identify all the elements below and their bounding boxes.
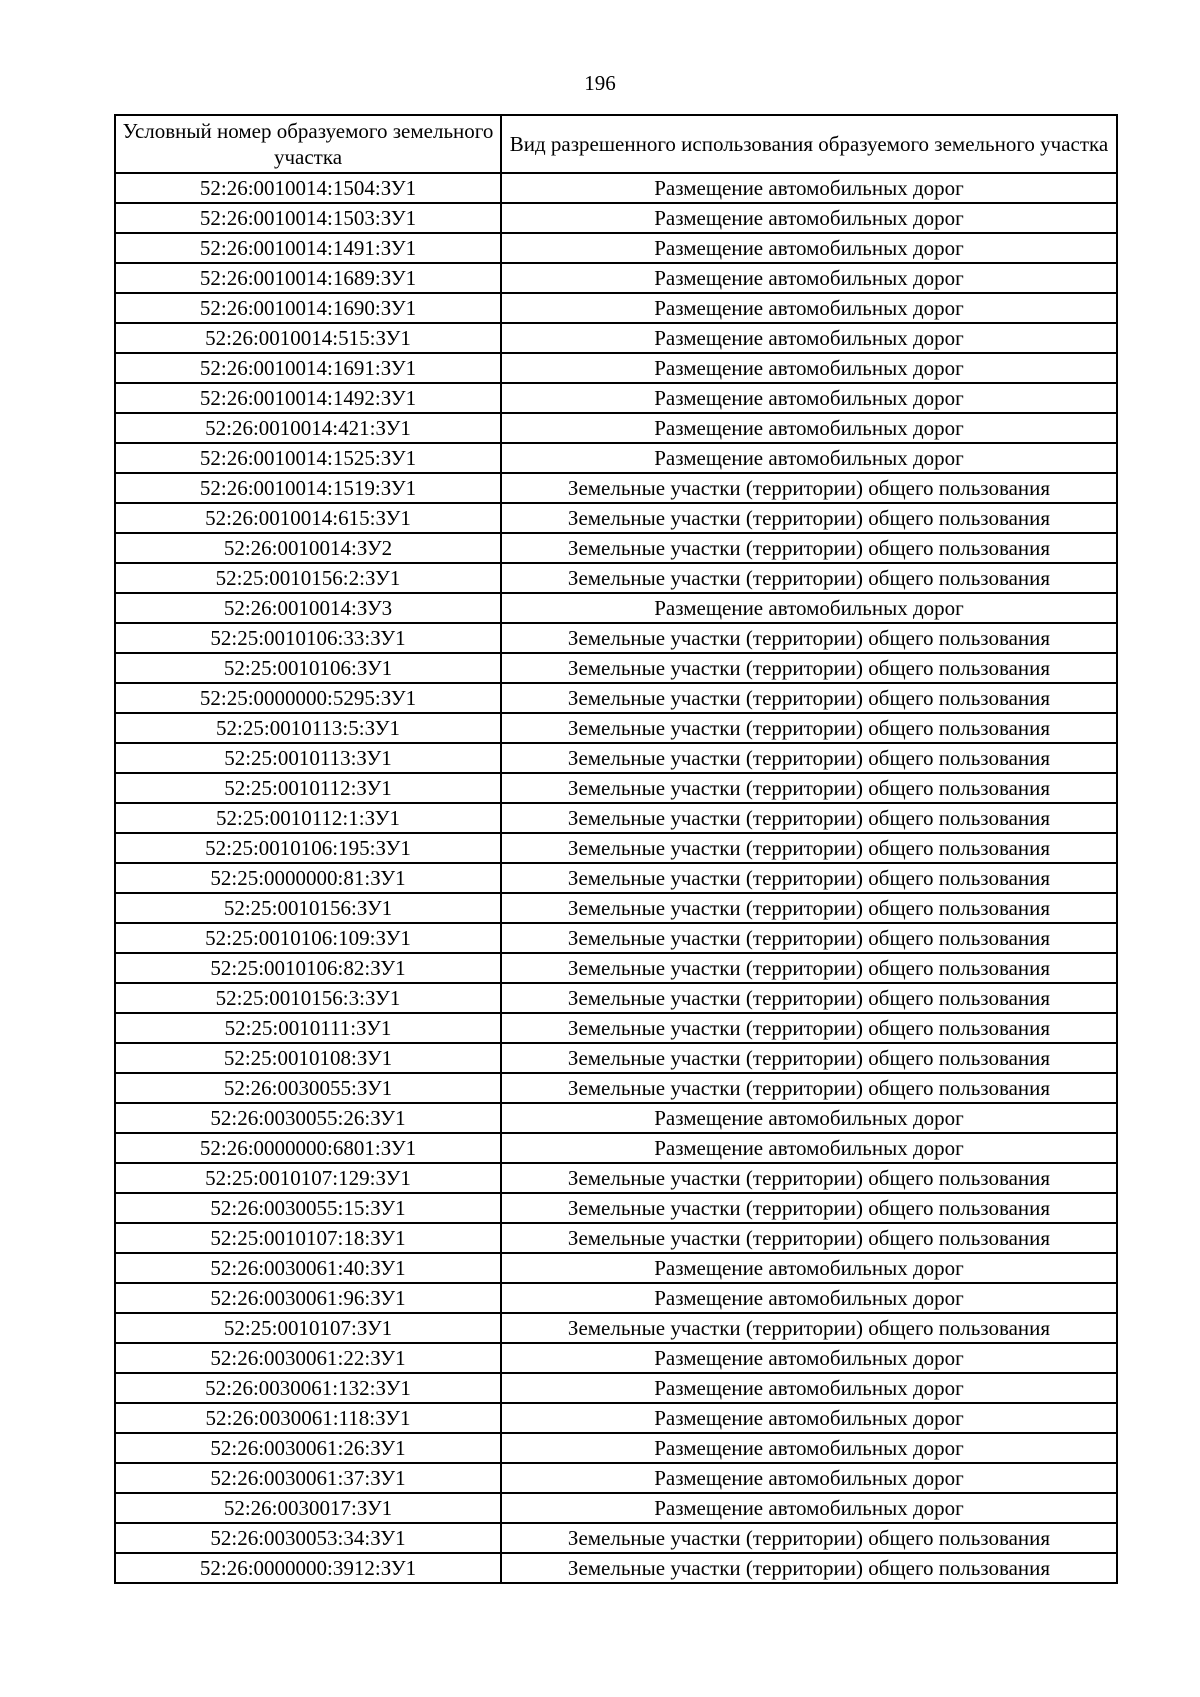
plot-number-cell: 52:26:0030061:132:ЗУ1 — [115, 1373, 501, 1403]
table-row — [115, 1493, 1117, 1523]
plot-number-cell: 52:25:0000000:81:ЗУ1 — [115, 863, 501, 893]
table-row — [115, 653, 1117, 683]
plot-number-cell: 52:25:0010156:2:ЗУ1 — [115, 563, 501, 593]
permitted-use-cell: Размещение автомобильных дорог — [501, 1253, 1117, 1283]
plot-number-cell: 52:26:0030061:118:ЗУ1 — [115, 1403, 501, 1433]
permitted-use-cell: Размещение автомобильных дорог — [501, 1343, 1117, 1373]
table-row — [115, 683, 1117, 713]
table-row — [115, 833, 1117, 863]
permitted-use-cell: Земельные участки (территории) общего пользования — [501, 1193, 1117, 1223]
table-row — [115, 953, 1117, 983]
permitted-use-cell: Размещение автомобильных дорог — [501, 1493, 1117, 1523]
permitted-use-cell: Размещение автомобильных дорог — [501, 1103, 1117, 1133]
table-row — [115, 473, 1117, 503]
table-row — [115, 203, 1117, 233]
permitted-use-cell: Земельные участки (территории) общего пользования — [501, 713, 1117, 743]
table-row — [115, 803, 1117, 833]
table-row — [115, 1463, 1117, 1493]
plot-number-cell: 52:26:0010014:615:ЗУ1 — [115, 503, 501, 533]
permitted-use-cell: Земельные участки (территории) общего пользования — [501, 563, 1117, 593]
table-row — [115, 1103, 1117, 1133]
plot-number-cell: 52:26:0010014:1491:ЗУ1 — [115, 233, 501, 263]
permitted-use-cell: Размещение автомобильных дорог — [501, 443, 1117, 473]
plot-number-cell: 52:26:0030017:ЗУ1 — [115, 1493, 501, 1523]
plot-number-cell: 52:26:0010014:ЗУ3 — [115, 593, 501, 623]
plot-number-cell: 52:26:0000000:6801:ЗУ1 — [115, 1133, 501, 1163]
plot-number-cell: 52:25:0010106:82:ЗУ1 — [115, 953, 501, 983]
permitted-use-cell: Размещение автомобильных дорог — [501, 233, 1117, 263]
plot-number-cell: 52:25:0010107:ЗУ1 — [115, 1313, 501, 1343]
table-header — [115, 115, 1117, 173]
plot-number-cell: 52:26:0030061:40:ЗУ1 — [115, 1253, 501, 1283]
plot-number-cell: 52:26:0000000:3912:ЗУ1 — [115, 1553, 501, 1583]
permitted-use-cell: Земельные участки (территории) общего пользования — [501, 623, 1117, 653]
plot-number-cell: 52:25:0010107:18:ЗУ1 — [115, 1223, 501, 1253]
plot-number-cell: 52:25:0010111:ЗУ1 — [115, 1013, 501, 1043]
permitted-use-cell: Земельные участки (территории) общего пользования — [501, 803, 1117, 833]
table-row — [115, 1223, 1117, 1253]
table-body — [115, 173, 1117, 1583]
permitted-use-cell: Земельные участки (территории) общего пользования — [501, 503, 1117, 533]
plot-number-cell: 52:26:0010014:ЗУ2 — [115, 533, 501, 563]
plot-number-cell: 52:26:0030061:37:ЗУ1 — [115, 1463, 501, 1493]
permitted-use-cell: Земельные участки (территории) общего пользования — [501, 773, 1117, 803]
table-row — [115, 713, 1117, 743]
plot-number-cell: 52:26:0010014:1525:ЗУ1 — [115, 443, 501, 473]
table-row — [115, 743, 1117, 773]
permitted-use-cell: Земельные участки (территории) общего пользования — [501, 473, 1117, 503]
table-row — [115, 563, 1117, 593]
table-row — [115, 863, 1117, 893]
table-row — [115, 1193, 1117, 1223]
table-row — [115, 773, 1117, 803]
plot-number-cell: 52:26:0030061:96:ЗУ1 — [115, 1283, 501, 1313]
permitted-use-cell: Земельные участки (территории) общего пользования — [501, 953, 1117, 983]
plot-number-cell: 52:25:0010113:5:ЗУ1 — [115, 713, 501, 743]
table-row — [115, 1253, 1117, 1283]
plot-number-cell: 52:26:0010014:1691:ЗУ1 — [115, 353, 501, 383]
table-row — [115, 923, 1117, 953]
table-row — [115, 173, 1117, 203]
table-row — [115, 593, 1117, 623]
permitted-use-cell: Размещение автомобильных дорог — [501, 203, 1117, 233]
permitted-use-cell: Размещение автомобильных дорог — [501, 1133, 1117, 1163]
plot-number-cell: 52:25:0010106:33:ЗУ1 — [115, 623, 501, 653]
table-row — [115, 1013, 1117, 1043]
table-row — [115, 1283, 1117, 1313]
permitted-use-cell: Размещение автомобильных дорог — [501, 1283, 1117, 1313]
table-row — [115, 443, 1117, 473]
plot-number-cell: 52:25:0010156:3:ЗУ1 — [115, 983, 501, 1013]
page-number: 196 — [584, 71, 616, 95]
permitted-use-cell: Земельные участки (территории) общего пользования — [501, 1223, 1117, 1253]
table-row — [115, 1313, 1117, 1343]
table-row — [115, 323, 1117, 353]
table-row — [115, 263, 1117, 293]
permitted-use-cell: Земельные участки (территории) общего пользования — [501, 1013, 1117, 1043]
plot-number-cell: 52:26:0010014:421:ЗУ1 — [115, 413, 501, 443]
table-header-row — [115, 115, 1117, 173]
permitted-use-cell: Размещение автомобильных дорог — [501, 1373, 1117, 1403]
plot-number-cell: 52:25:0010113:ЗУ1 — [115, 743, 501, 773]
table-row — [115, 1433, 1117, 1463]
table-row — [115, 1133, 1117, 1163]
permitted-use-cell: Земельные участки (территории) общего пользования — [501, 653, 1117, 683]
table-row — [115, 893, 1117, 923]
permitted-use-cell: Размещение автомобильных дорог — [501, 293, 1117, 323]
permitted-use-cell: Земельные участки (территории) общего пользования — [501, 1163, 1117, 1193]
permitted-use-cell: Земельные участки (территории) общего пользования — [501, 1523, 1117, 1553]
permitted-use-cell: Размещение автомобильных дорог — [501, 353, 1117, 383]
plot-number-cell: 52:25:0010112:1:ЗУ1 — [115, 803, 501, 833]
plot-number-cell: 52:26:0010014:1690:ЗУ1 — [115, 293, 501, 323]
plot-number-cell: 52:26:0010014:1492:ЗУ1 — [115, 383, 501, 413]
permitted-use-cell: Размещение автомобильных дорог — [501, 1433, 1117, 1463]
plot-number-cell: 52:25:0010106:195:ЗУ1 — [115, 833, 501, 863]
table-row — [115, 983, 1117, 1013]
table-row — [115, 1043, 1117, 1073]
plot-number-cell: 52:25:0010112:ЗУ1 — [115, 773, 501, 803]
plot-number-cell: 52:26:0010014:1519:ЗУ1 — [115, 473, 501, 503]
plot-number-cell: 52:25:0010106:109:ЗУ1 — [115, 923, 501, 953]
plot-number-cell: 52:26:0030061:26:ЗУ1 — [115, 1433, 501, 1463]
permitted-use-cell: Земельные участки (территории) общего пользования — [501, 1043, 1117, 1073]
plot-number-cell: 52:25:0010108:ЗУ1 — [115, 1043, 501, 1073]
table-row — [115, 1523, 1117, 1553]
table-row — [115, 1073, 1117, 1103]
permitted-use-cell: Земельные участки (территории) общего пользования — [501, 683, 1117, 713]
permitted-use-cell: Земельные участки (территории) общего пользования — [501, 533, 1117, 563]
table-row — [115, 1553, 1117, 1583]
plot-number-cell: 52:26:0030055:26:ЗУ1 — [115, 1103, 501, 1133]
table-row — [115, 353, 1117, 383]
permitted-use-cell: Земельные участки (территории) общего пользования — [501, 923, 1117, 953]
permitted-use-cell: Земельные участки (территории) общего пользования — [501, 1073, 1117, 1103]
table-row — [115, 1163, 1117, 1193]
permitted-use-cell: Размещение автомобильных дорог — [501, 263, 1117, 293]
table-row — [115, 623, 1117, 653]
table-row — [115, 293, 1117, 323]
permitted-use-cell: Размещение автомобильных дорог — [501, 323, 1117, 353]
plot-number-cell: 52:26:0030061:22:ЗУ1 — [115, 1343, 501, 1373]
permitted-use-cell: Земельные участки (территории) общего пользования — [501, 833, 1117, 863]
table-row — [115, 1373, 1117, 1403]
permitted-use-cell: Земельные участки (территории) общего пользования — [501, 983, 1117, 1013]
plot-number-cell: 52:26:0010014:515:ЗУ1 — [115, 323, 501, 353]
permitted-use-cell: Размещение автомобильных дорог — [501, 413, 1117, 443]
plot-number-cell: 52:26:0030055:ЗУ1 — [115, 1073, 501, 1103]
permitted-use-cell: Земельные участки (территории) общего пользования — [501, 863, 1117, 893]
permitted-use-cell: Земельные участки (территории) общего пользования — [501, 743, 1117, 773]
plot-number-cell: 52:25:0010156:ЗУ1 — [115, 893, 501, 923]
plot-number-cell: 52:25:0010106:ЗУ1 — [115, 653, 501, 683]
table-row — [115, 1343, 1117, 1373]
permitted-use-cell: Земельные участки (территории) общего пользования — [501, 1313, 1117, 1343]
permitted-use-cell: Земельные участки (территории) общего пользования — [501, 1553, 1117, 1583]
plot-number-cell: 52:26:0030053:34:ЗУ1 — [115, 1523, 501, 1553]
plot-number-cell: 52:25:0000000:5295:ЗУ1 — [115, 683, 501, 713]
table-row — [115, 533, 1117, 563]
column-header-plot-number: Условный номер образуемого земельного участка — [115, 115, 501, 173]
table-row — [115, 413, 1117, 443]
permitted-use-cell: Размещение автомобильных дорог — [501, 1463, 1117, 1493]
permitted-use-cell: Размещение автомобильных дорог — [501, 383, 1117, 413]
table-row — [115, 233, 1117, 263]
column-header-permitted-use: Вид разрешенного использования образуемого земельного участка — [501, 115, 1117, 173]
table-row — [115, 1403, 1117, 1433]
land-plots-table — [114, 114, 1118, 1584]
plot-number-cell: 52:26:0010014:1503:ЗУ1 — [115, 203, 501, 233]
table-row — [115, 383, 1117, 413]
plot-number-cell: 52:26:0010014:1689:ЗУ1 — [115, 263, 501, 293]
plot-number-cell: 52:26:0030055:15:ЗУ1 — [115, 1193, 501, 1223]
plot-number-cell: 52:26:0010014:1504:ЗУ1 — [115, 173, 501, 203]
plot-number-cell: 52:25:0010107:129:ЗУ1 — [115, 1163, 501, 1193]
permitted-use-cell: Размещение автомобильных дорог — [501, 173, 1117, 203]
table-row — [115, 503, 1117, 533]
permitted-use-cell: Размещение автомобильных дорог — [501, 1403, 1117, 1433]
permitted-use-cell: Земельные участки (территории) общего пользования — [501, 893, 1117, 923]
permitted-use-cell: Размещение автомобильных дорог — [501, 593, 1117, 623]
